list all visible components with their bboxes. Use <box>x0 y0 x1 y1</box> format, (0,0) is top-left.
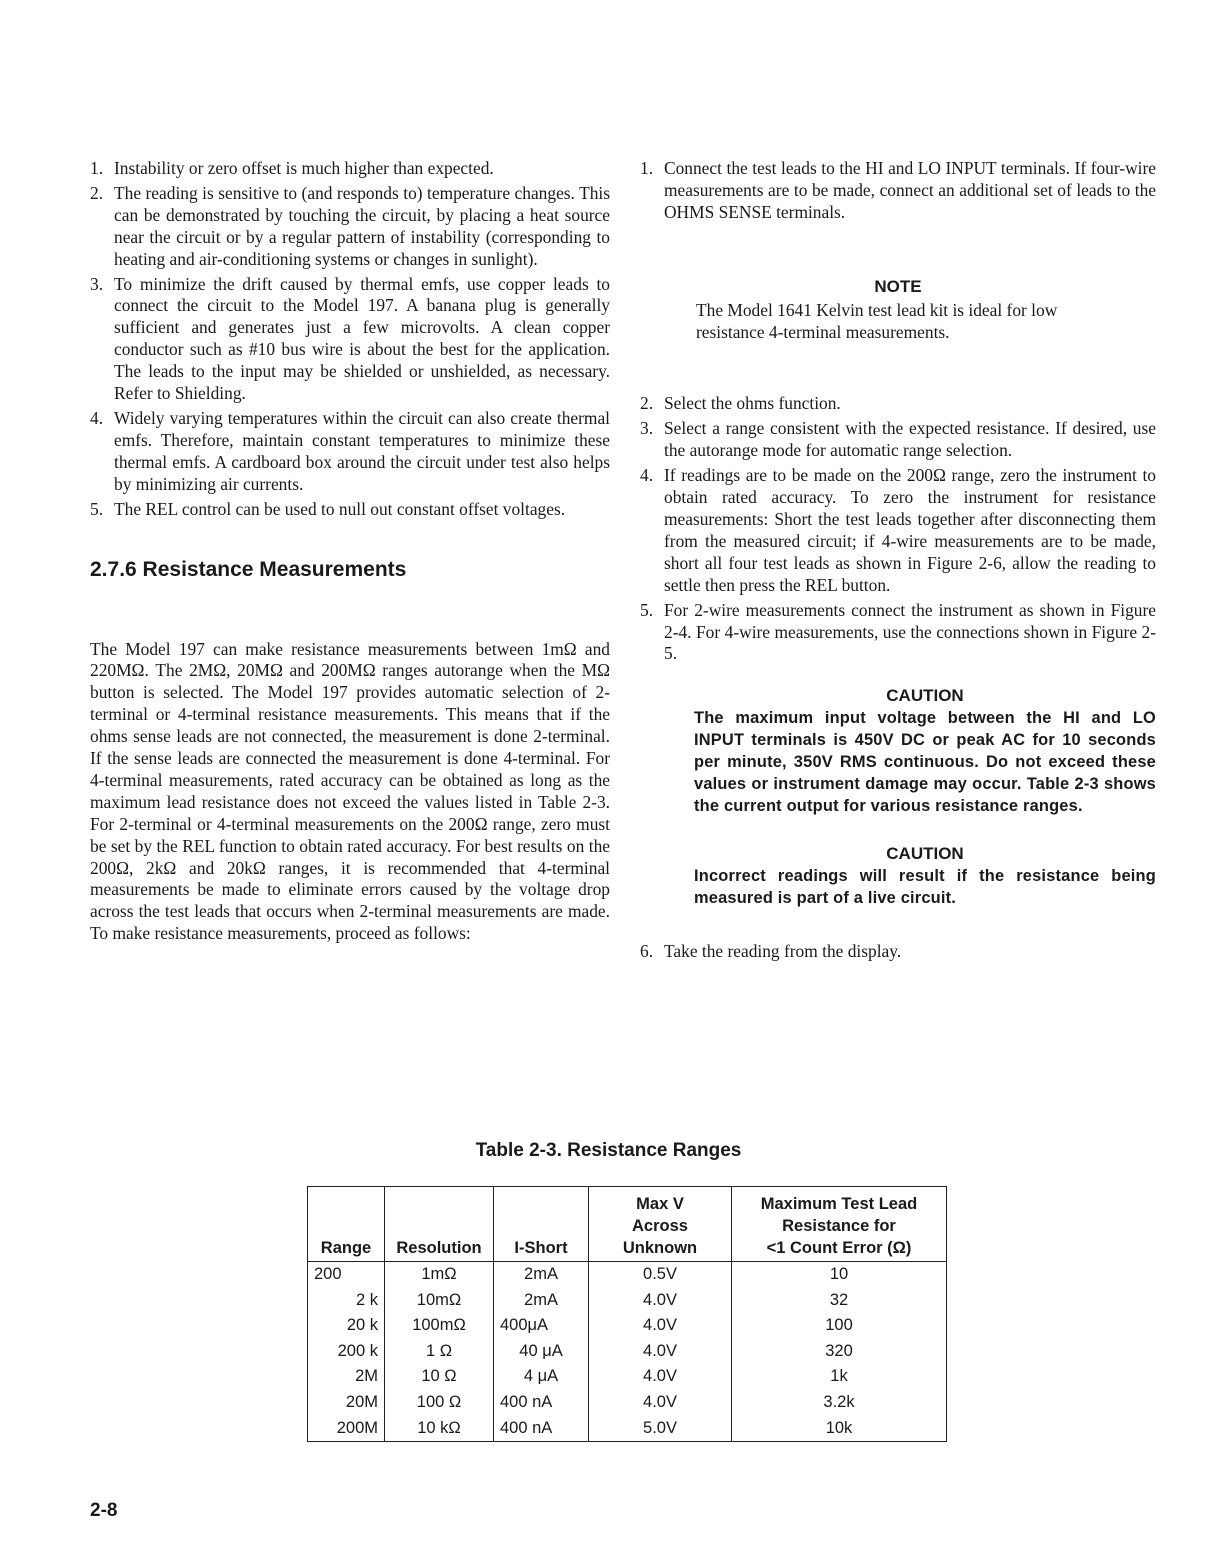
procedure-step: 3. Select a range consistent with the expected resistance. If desired, use the autorange mode for automatic range selection. <box>640 418 1156 461</box>
list-item: 5. The REL control can be used to null out constant offset voltages. <box>90 498 566 519</box>
header-maxv: Max V Across Unknown <box>589 1187 732 1262</box>
list-item: 2. The reading is sensitive to (and responds to) temperature changes. This can be demonstrated by touching the circuit, by placing a heat source near the circuit or by a regular pattern of instability (corresponding to heating and air-conditioning systems or changes in sunlight). <box>90 182 610 269</box>
list-item: 4. Widely varying temperatures within the circuit can also create thermal emfs. Therefore, maintain constant temperatures to minimize these thermal emfs. A cardboard box around the circuit under test also helps by minimizing air currents. <box>90 407 610 494</box>
procedure-steps-end <box>640 941 1156 963</box>
procedure-step: 6. Take the reading from the display. <box>640 941 902 962</box>
procedure-step: 2. Select the ohms function. <box>640 393 841 414</box>
list-item: 3. To minimize the drift caused by thermal emfs, use copper leads to connect the circuit to the Model 197. A banana plug is generally sufficient and generates just a few microvolts. A clean copper conductor such as #10 bus wire is about the best for the application. The leads to the input may be shielded or unshielded, as necessary. Refer to Shielding. <box>90 273 610 404</box>
table-row: 2M 10 Ω 4 μA 4.0V 1k <box>308 1364 947 1390</box>
procedure-step: 1. Connect the test leads to the HI and LO INPUT terminals. If four-wire measurements are to be made, connect an additional set of leads to the OHMS SENSE terminals. <box>640 158 1156 222</box>
procedure-step: 5. For 2-wire measurements connect the instrument as shown in Figure 2-4. For 4-wire measurements, use the connections shown in Figure 2-5. <box>640 599 1156 664</box>
left-column <box>90 158 610 945</box>
caution-title: CAUTION <box>886 686 964 706</box>
table-row: 20 k 100mΩ 400μA 4.0V 100 <box>308 1313 947 1339</box>
intro-paragraph: The Model 197 can make resistance measurements between 1mΩ and 220MΩ. The 2MΩ, 20MΩ and 200MΩ ranges autorange when the MΩ button is selected. The Model 197 provides automatic selection of 2-terminal or 4-terminal resistance measurements. This means that if the ohms sense leads are not connected, the measurement is done 2-terminal. If the sense leads are connected the measurement is done 4-terminal. For 4-terminal measurements, rated accuracy can be obtained as long as the maximum lead resistance does not exceed the values listed in Table 2-3. For 2-terminal or 4-terminal measurements on the 200Ω range, zero must be set by the REL function to obtain rated accuracy. For best results on the 200Ω, 2kΩ and 20kΩ ranges, it is recommended that 4-terminal measurements be made to eliminate errors caused by the voltage drop across the test leads that occurs when 2-terminal measurements are made. To make resistance measurements, proceed as follows: <box>90 638 610 944</box>
caution-text: Incorrect readings will result if the resistance being measured is part of a live circuit. <box>694 867 1156 908</box>
caution-box-live-circuit <box>640 843 1156 909</box>
note-text: The Model 1641 Kelvin test lead kit is ideal for low resistance 4-terminal measurements. <box>696 299 1058 342</box>
procedure-steps-middle <box>640 393 1156 665</box>
header-range: Range <box>308 1187 385 1262</box>
page-number: 2-8 <box>90 1500 118 1521</box>
caution-text: The maximum input voltage between the HI and LO INPUT terminals is 450V DC or peak AC for 10 seconds per minute, 350V RMS continuous. Do not exceed these values or instrument damage may occur. Table 2-3 shows the current output for various resistance ranges. <box>694 709 1156 816</box>
right-column <box>640 158 1156 966</box>
procedure-step: 4. If readings are to be made on the 200Ω range, zero the instrument to obtain rated accuracy. To zero the instrument for resistance measurements: Short the test leads together after disconnecting them from the measured circuit; if 4-wire measurements are to be made, short all four test leads as shown in Figure 2-6, allow the reading to settle then press the REL button. <box>640 465 1156 595</box>
note-title: NOTE <box>874 276 922 296</box>
resistance-ranges-table <box>307 1186 947 1442</box>
caution-title: CAUTION <box>886 844 964 864</box>
table-row: 20M 100 Ω 400 nA 4.0V 3.2k <box>308 1390 947 1416</box>
table-row: 200 k 1 Ω 40 μA 4.0V 320 <box>308 1339 947 1365</box>
table-row: 2 k 10mΩ 2mA 4.0V 32 <box>308 1288 947 1314</box>
header-resolution: Resolution <box>385 1187 494 1262</box>
table-header-row <box>308 1187 947 1262</box>
table-row: 200M 10 kΩ 400 nA 5.0V 10k <box>308 1416 947 1442</box>
troubleshooting-list <box>90 158 610 521</box>
procedure-steps-start <box>640 158 1156 224</box>
table-row: 200 1mΩ 2mA 0.5V 10 <box>308 1262 947 1288</box>
list-item: 1. Instability or zero offset is much higher than expected. <box>90 158 494 178</box>
table-title: Table 2-3. Resistance Ranges <box>475 1140 742 1161</box>
header-max-lead-resistance: Maximum Test Lead Resistance for <1 Count Error (Ω) <box>732 1187 947 1262</box>
note-box <box>640 276 1156 344</box>
header-ishort: I-Short <box>494 1187 589 1262</box>
caution-box-voltage <box>640 685 1156 817</box>
section-heading: 2.7.6 Resistance Measurements <box>90 557 407 581</box>
